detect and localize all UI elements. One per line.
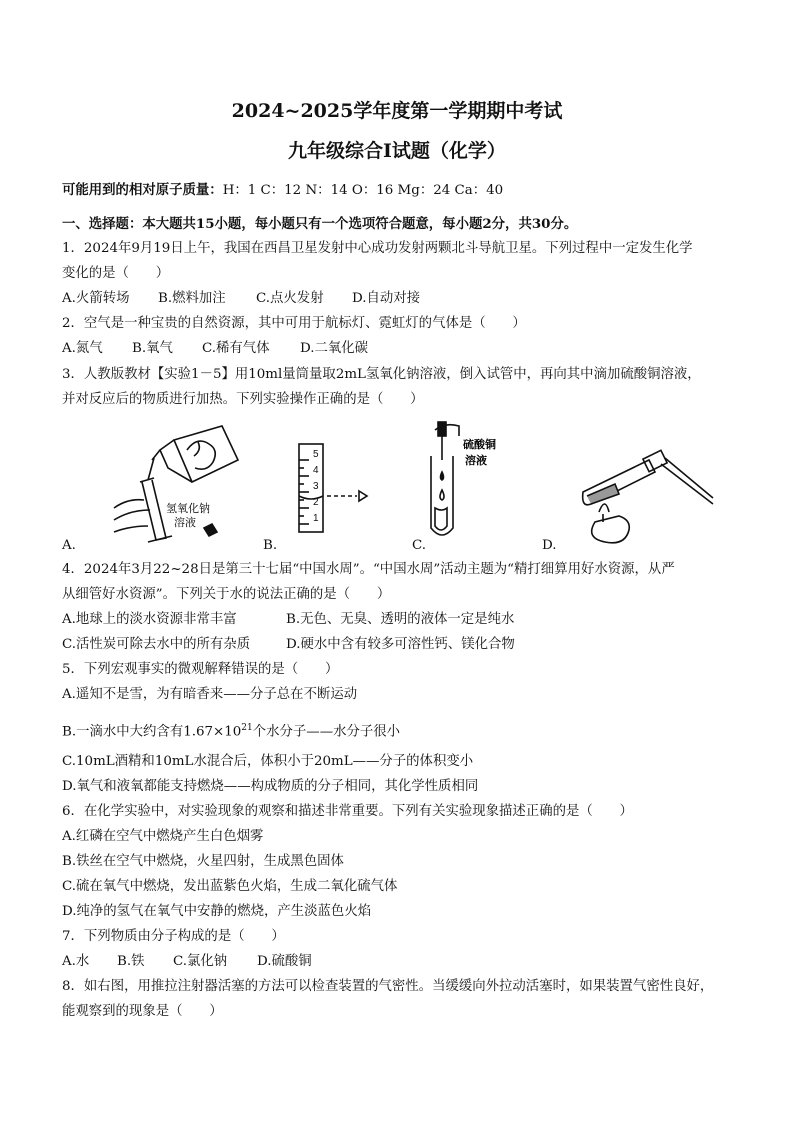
section-heading: 一、选择题：本大题共15小题，每小题只有一个选项符合题意，每小题2分，共30分。 [62, 216, 578, 232]
q3-option-b: B. [263, 538, 278, 553]
q8-stem-line1: 8．如右图，用推拉注射器活塞的方法可以检查装置的气密性。当缓缓向外拉动活塞时，如果装置气密性良好， [62, 979, 714, 994]
q1-option-d: D.自动对接 [352, 291, 421, 306]
q3-option-d: D. [542, 538, 557, 553]
q1-stem-line1: 1．2024年9月19日上午，我国在西昌卫星发射中心成功发射两颗北斗导航卫星。下列过程中一定发生化学 [62, 241, 693, 256]
q1-option-c: C.点火发射 [256, 291, 324, 306]
q4-option-a: A.地球上的淡水资源非常丰富 [62, 612, 237, 627]
q1-option-a: A.火箭转场 [62, 291, 130, 306]
q7-option-a: A.水 [62, 954, 90, 969]
q6-option-b: B.铁丝在空气中燃烧，火星四射，生成黑色固体 [62, 854, 344, 869]
figure-a-pouring [112, 420, 252, 550]
q6-stem: 6．在化学实验中，对实验现象的观察和描述非常重要。下列有关实验现象描述正确的是（ ） [62, 804, 633, 819]
atomic-mass-values: H：1 C：12 N：14 O：16 Mg：24 Ca：40 [222, 183, 504, 198]
q5-option-a: A.遥知不是雪，为有暗香来——分子总在不断运动 [62, 687, 358, 702]
q2-options [62, 340, 368, 358]
figure-c-label-1: 硫酸铜 [463, 439, 496, 451]
q2-stem: 2．空气是一种宝贵的自然资源，其中可用于航标灯、霓虹灯的气体是（ ） [62, 316, 526, 331]
q7-options [62, 953, 312, 971]
figure-c-label-2: 溶液 [465, 455, 487, 467]
q5-option-c: C.10mL酒精和10mL水混合后，体积小于20mL——分子的体积变小 [62, 754, 474, 769]
q2-option-c: C.稀有气体 [202, 341, 270, 356]
atomic-mass-line [62, 181, 503, 200]
q3-option-a: A. [62, 538, 76, 553]
q6-option-d: D.纯净的氢气在氧气中安静的燃烧，产生淡蓝色火焰 [62, 904, 372, 919]
q7-option-b: B.铁 [117, 954, 145, 969]
q6-option-a: A.红磷在空气中燃烧产生白色烟雾 [62, 829, 264, 844]
q4-option-c: C.活性炭可除去水中的所有杂质 [62, 637, 251, 652]
q1-option-b: B.燃料加注 [158, 291, 226, 306]
q7-option-c: C.氯化钠 [173, 954, 228, 969]
q5-option-b [62, 719, 400, 741]
figure-b-cylinder [285, 440, 385, 540]
q1-stem-line2: 变化的是（ ） [62, 266, 170, 281]
q4-options-row2 [62, 636, 515, 654]
q5-stem: 5．下列宏观事实的微观解释错误的是（ ） [62, 662, 339, 677]
q4-stem-line1: 4．2024年3月22~28日是第三十七届“中国水周”。“中国水周”活动主题为“精打细算用好水资源，从严 [62, 562, 675, 577]
q4-option-b: B.无色、无臭、透明的液体一定是纯水 [286, 612, 515, 627]
exam-subtitle: 九年级综合Ⅰ试题（化学） [288, 140, 506, 162]
q1-options [62, 290, 420, 308]
q2-option-a: A.氮气 [62, 341, 103, 356]
q7-option-d: D.硫酸铜 [257, 954, 312, 969]
scale-1: 1 [313, 513, 319, 524]
q6-option-c: C.硫在氧气中燃烧，发出蓝紫色火焰，生成二氧化硫气体 [62, 879, 398, 894]
figure-c-dropper [425, 416, 525, 546]
q4-option-d: D.硬水中含有较多可溶性钙、镁化合物 [286, 637, 515, 652]
q5-option-b-post: 个水分子——水分子很小 [252, 724, 401, 740]
figure-d-heating [575, 438, 715, 548]
q3-stem-line1: 3．人教版教材【实验1－5】用10ml量筒量取2mL氢氧化钠溶液，倒入试管中，再向其中滴加硫酸铜溶液， [62, 367, 701, 382]
q5-option-b-pre: B.一滴水中大约含有1.67×10 [62, 724, 242, 740]
exam-title: 2024~2025学年度第一学期期中考试 [231, 100, 563, 122]
atomic-mass-label: 可能用到的相对原子质量： [62, 182, 223, 198]
q3-option-c: C. [412, 538, 427, 553]
q3-stem-line2: 并对反应后的物质进行加热。下列实验操作正确的是（ ） [62, 392, 424, 407]
q2-option-b: B.氧气 [132, 341, 173, 356]
q4-options-row1 [62, 611, 514, 629]
scale-4: 4 [313, 465, 319, 476]
q7-stem: 7．下列物质由分子构成的是（ ） [62, 929, 285, 944]
figure-a-label-2: 溶液 [174, 517, 196, 529]
q5-option-d: D.氧气和液氧都能支持燃烧——构成物质的分子相同，其化学性质相同 [62, 779, 479, 794]
scale-2: 2 [313, 497, 319, 508]
q8-stem-line2: 能观察到的现象是（ ） [62, 1004, 223, 1019]
scale-3: 3 [313, 481, 319, 492]
scale-5: 5 [313, 449, 319, 460]
q4-stem-line2: 从细管好水资源”。下列关于水的说法正确的是（ ） [62, 587, 391, 602]
figure-a-label-1: 氢氧化钠 [166, 503, 210, 515]
q2-option-d: D.二氧化碳 [300, 341, 369, 356]
q5-option-b-sup: 21 [241, 723, 253, 733]
